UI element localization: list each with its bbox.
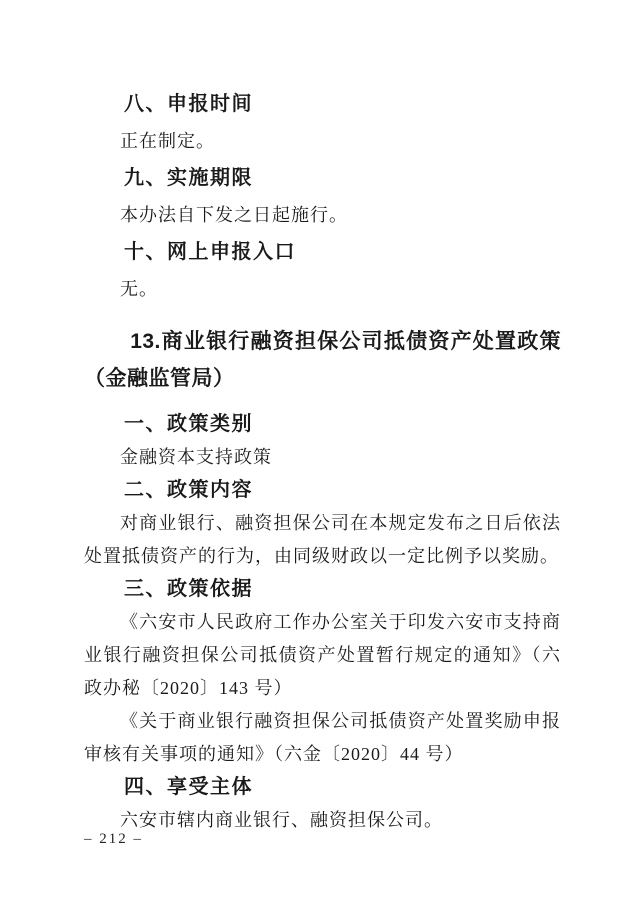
paragraph-policy-content: 对商业银行、融资担保公司在本规定发布之日后依法处置抵债资产的行为，由同级财政以一定比例予以奖励。 (84, 513, 561, 566)
policy-section-title: 13.商业银行融资担保公司抵债资产处置政策（金融监管局） (84, 330, 561, 390)
page-number: – 212 – (84, 831, 143, 847)
text-beneficiaries: 六安市辖内商业银行、融资担保公司。 (120, 810, 443, 830)
text-online-entry: 无。 (120, 279, 158, 299)
text-implementation-period: 本办法自下发之日起施行。 (120, 205, 348, 225)
paragraph-policy-basis-2: 《关于商业银行融资担保公司抵债资产处置奖励申报审核有关事项的通知》（六金〔2020〕44 号） (84, 711, 561, 764)
heading-policy-category: 一、政策类别 (124, 413, 253, 435)
heading-application-time: 八、申报时间 (124, 93, 253, 115)
top-section (84, 86, 561, 308)
policy-section-body (84, 408, 561, 837)
heading-online-entry: 十、网上申报入口 (124, 241, 296, 263)
heading-beneficiaries: 四、享受主体 (124, 776, 253, 798)
text-application-time: 正在制定。 (120, 131, 215, 151)
heading-policy-basis: 三、政策依据 (124, 578, 253, 600)
page-content (84, 86, 561, 837)
text-policy-category: 金融资本支持政策 (120, 447, 272, 467)
heading-implementation-period: 九、实施期限 (124, 167, 253, 189)
heading-policy-content: 二、政策内容 (124, 479, 253, 501)
paragraph-policy-basis-1: 《六安市人民政府工作办公室关于印发六安市支持商业银行融资担保公司抵债资产处置暂行规定的通知》（六政办秘〔2020〕143 号） (84, 612, 561, 698)
